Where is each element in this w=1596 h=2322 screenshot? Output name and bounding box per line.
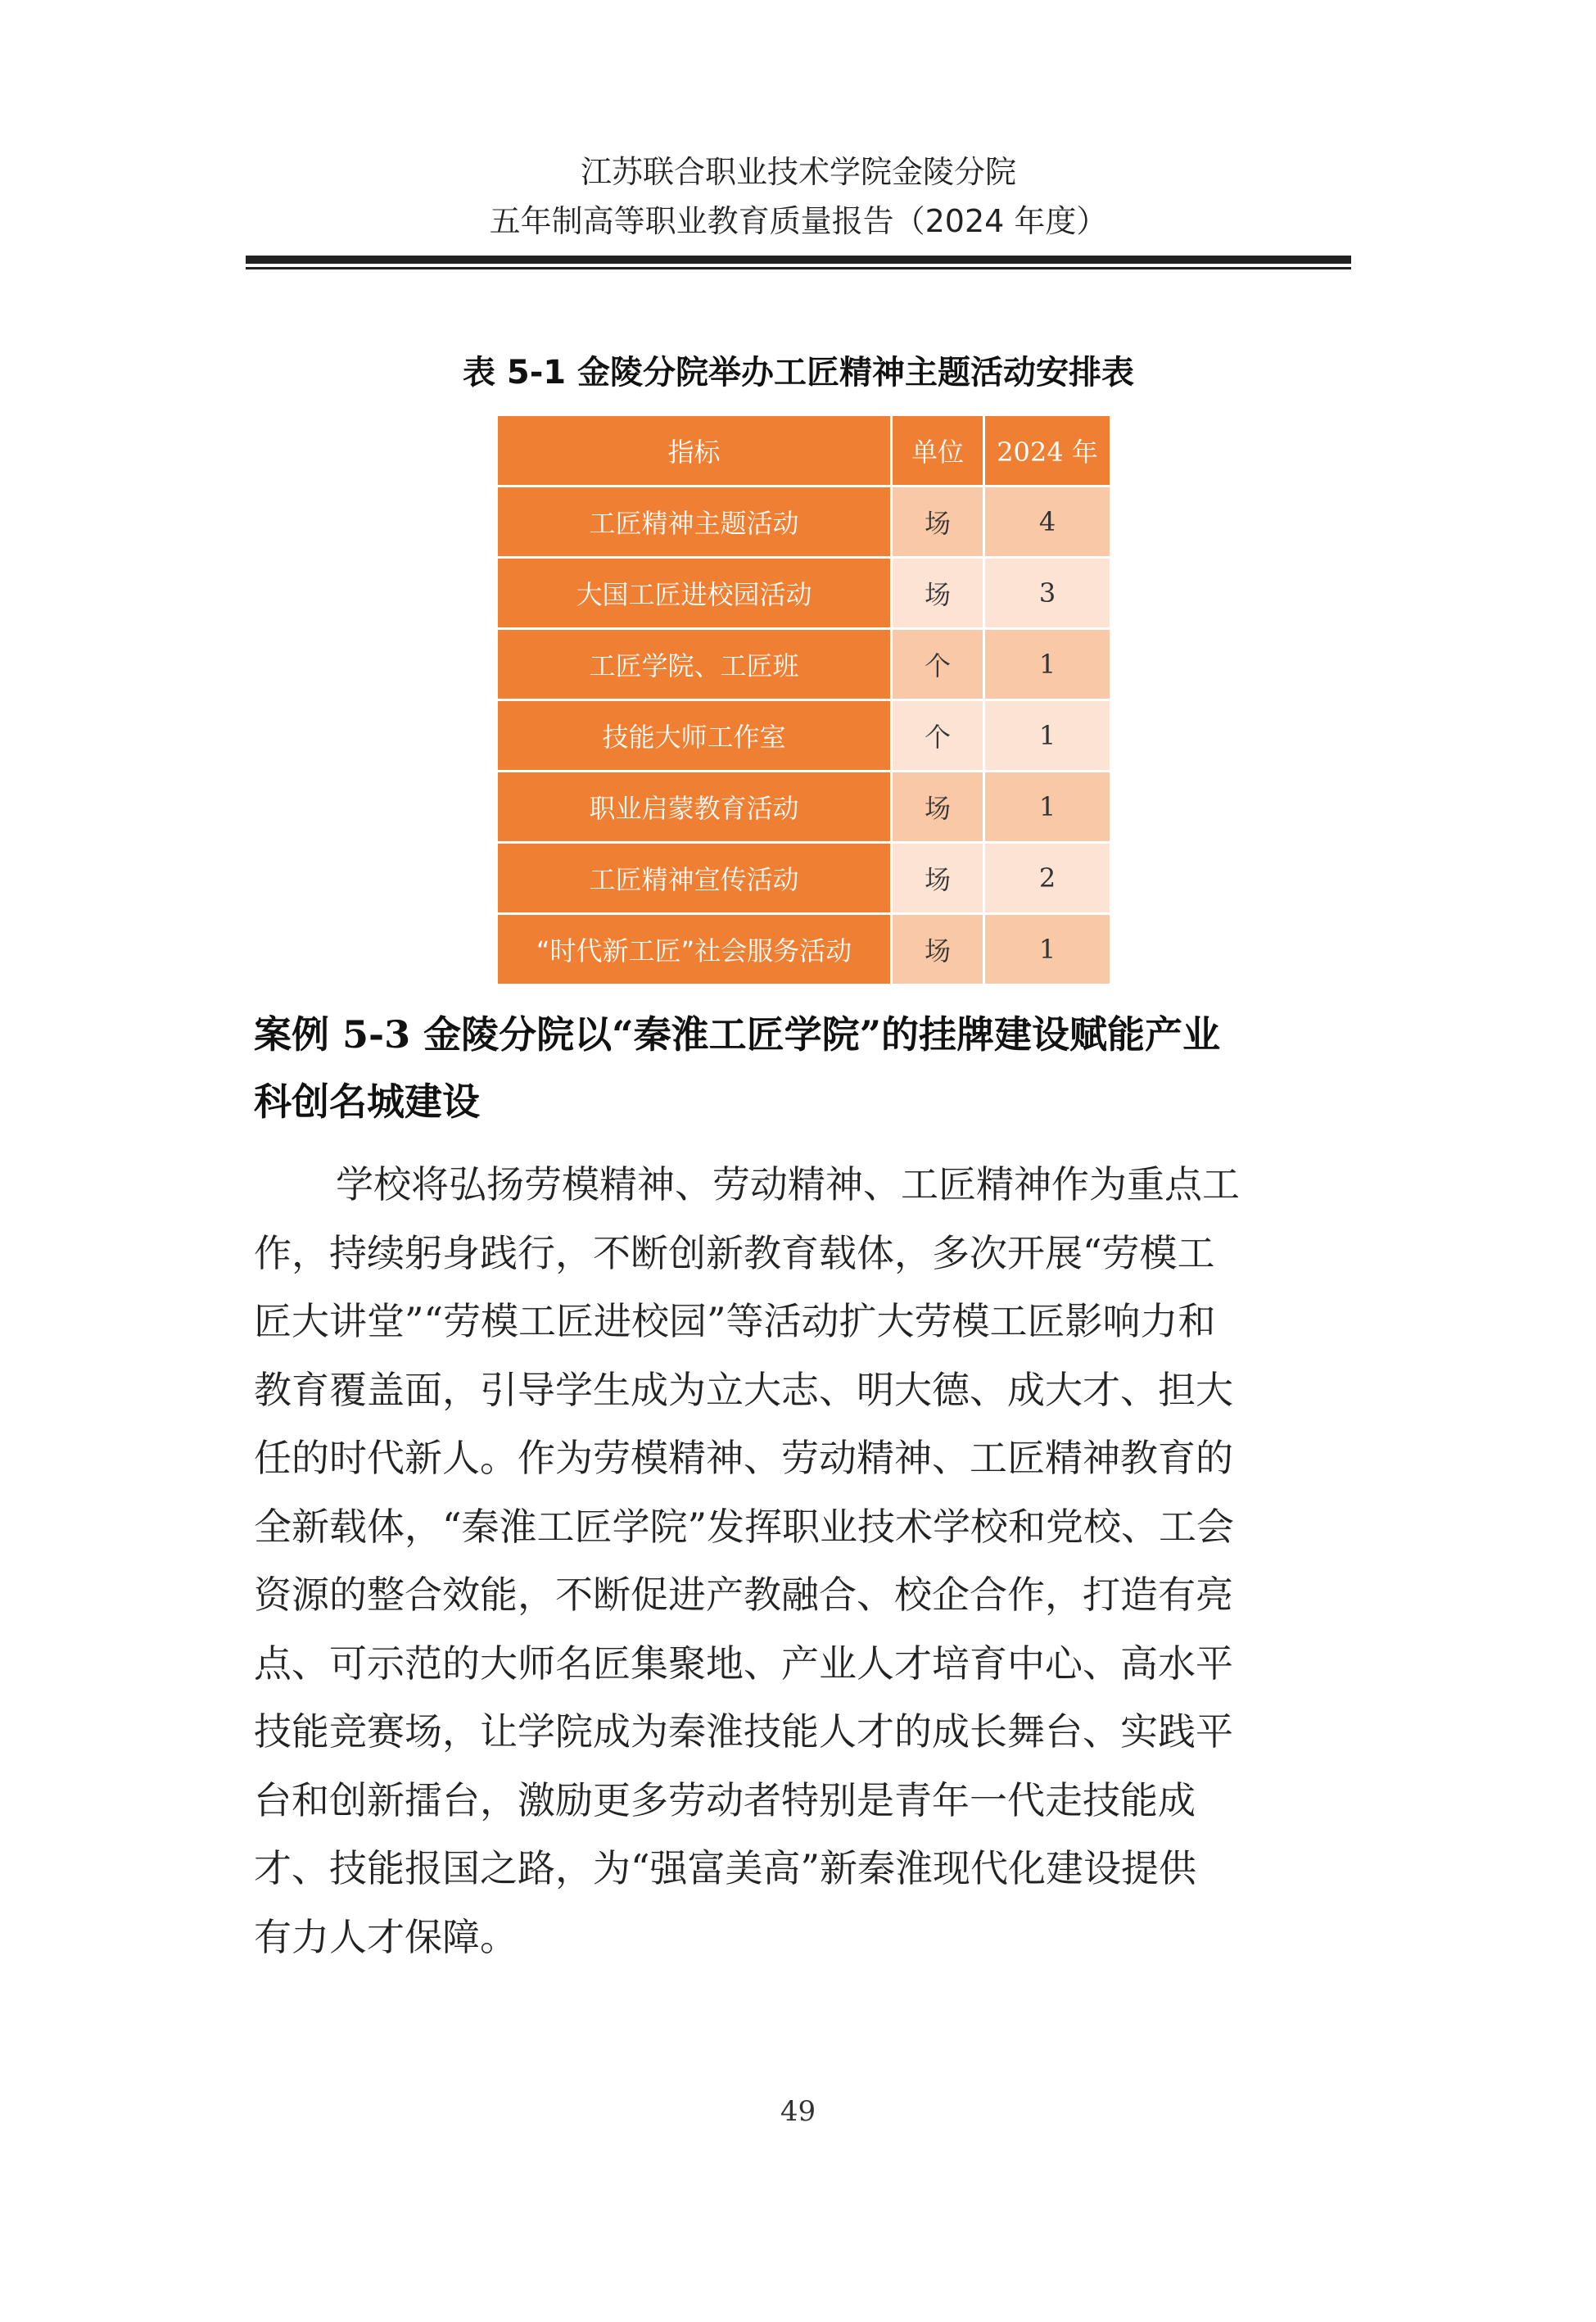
- paragraph-line: 教育覆盖面，引导学生成为立大志、明大德、成大才、担大: [254, 1367, 1233, 1412]
- row-indicator-cell: 工匠精神主题活动: [497, 487, 892, 558]
- column-header-year: 2024 年: [984, 415, 1111, 487]
- table-row: [497, 914, 1111, 985]
- activity-table: [495, 414, 1112, 986]
- paragraph-line: 任的时代新人。作为劳模精神、劳动精神、工匠精神教育的: [254, 1436, 1233, 1480]
- row-unit-cell: 场: [892, 487, 984, 558]
- header-divider-thin: [246, 267, 1351, 269]
- row-indicator-cell: “时代新工匠”社会服务活动: [497, 914, 892, 985]
- case-body-paragraph: [254, 1151, 1351, 1971]
- table-header-row: [497, 415, 1111, 487]
- row-indicator-cell: 工匠精神宣传活动: [497, 843, 892, 914]
- row-indicator-cell: 技能大师工作室: [497, 700, 892, 772]
- table-row: [497, 772, 1111, 843]
- paragraph-line: 学校将弘扬劳模精神、劳动精神、工匠精神作为重点工: [336, 1162, 1240, 1206]
- paragraph-line: 台和创新擂台，激励更多劳动者特别是青年一代走技能成: [254, 1777, 1196, 1822]
- page-header: [246, 147, 1351, 246]
- row-indicator-cell: 大国工匠进校园活动: [497, 558, 892, 629]
- row-unit-cell: 场: [892, 843, 984, 914]
- column-header-indicator: 指标: [497, 415, 892, 487]
- paragraph-line: 点、可示范的大师名匠集聚地、产业人才培育中心、高水平: [254, 1641, 1233, 1686]
- row-value-cell: 4: [984, 487, 1111, 558]
- header-report-title: 五年制高等职业教育质量报告（2024 年度）: [489, 203, 1108, 239]
- header-school-name: 江苏联合职业技术学院金陵分院: [580, 154, 1016, 190]
- paragraph-line: 匠大讲堂”“劳模工匠进校园”等活动扩大劳模工匠影响力和: [254, 1299, 1216, 1343]
- paragraph-line: 作，持续躬身践行，不断创新教育载体，多次开展“劳模工: [254, 1230, 1215, 1275]
- row-unit-cell: 场: [892, 558, 984, 629]
- table-row: [497, 558, 1111, 629]
- row-indicator-cell: 职业启蒙教育活动: [497, 772, 892, 843]
- table-row: [497, 843, 1111, 914]
- table-row: [497, 700, 1111, 772]
- row-unit-cell: 个: [892, 629, 984, 700]
- paragraph-line: 全新载体，“秦淮工匠学院”发挥职业技术学校和党校、工会: [254, 1504, 1235, 1549]
- row-value-cell: 1: [984, 629, 1111, 700]
- paragraph-line: 才、技能报国之路，为“强富美高”新秦淮现代化建设提供: [254, 1846, 1197, 1890]
- row-value-cell: 3: [984, 558, 1111, 629]
- case-heading-line: 案例 5-3 金陵分院以“秦淮工匠学院”的挂牌建设赋能产业: [254, 1012, 1221, 1057]
- table-row: [497, 629, 1111, 700]
- paragraph-line: 有力人才保障。: [254, 1914, 518, 1959]
- row-unit-cell: 场: [892, 914, 984, 985]
- table-row: [497, 487, 1111, 558]
- table-caption: 表 5-1 金陵分院举办工匠精神主题活动安排表: [462, 354, 1135, 392]
- row-unit-cell: 个: [892, 700, 984, 772]
- row-value-cell: 1: [984, 700, 1111, 772]
- row-value-cell: 1: [984, 772, 1111, 843]
- row-unit-cell: 场: [892, 772, 984, 843]
- paragraph-line: 技能竞赛场，让学院成为秦淮技能人才的成长舞台、实践平: [254, 1709, 1233, 1754]
- case-heading: [254, 1001, 1351, 1135]
- row-value-cell: 2: [984, 843, 1111, 914]
- page-number: 49: [780, 2095, 816, 2128]
- header-divider-thick: [246, 256, 1351, 264]
- paragraph-line: 资源的整合效能，不断促进产教融合、校企合作，打造有亮: [254, 1573, 1233, 1617]
- column-header-unit: 单位: [892, 415, 984, 487]
- row-indicator-cell: 工匠学院、工匠班: [497, 629, 892, 700]
- case-heading-line: 科创名城建设: [254, 1080, 480, 1124]
- row-value-cell: 1: [984, 914, 1111, 985]
